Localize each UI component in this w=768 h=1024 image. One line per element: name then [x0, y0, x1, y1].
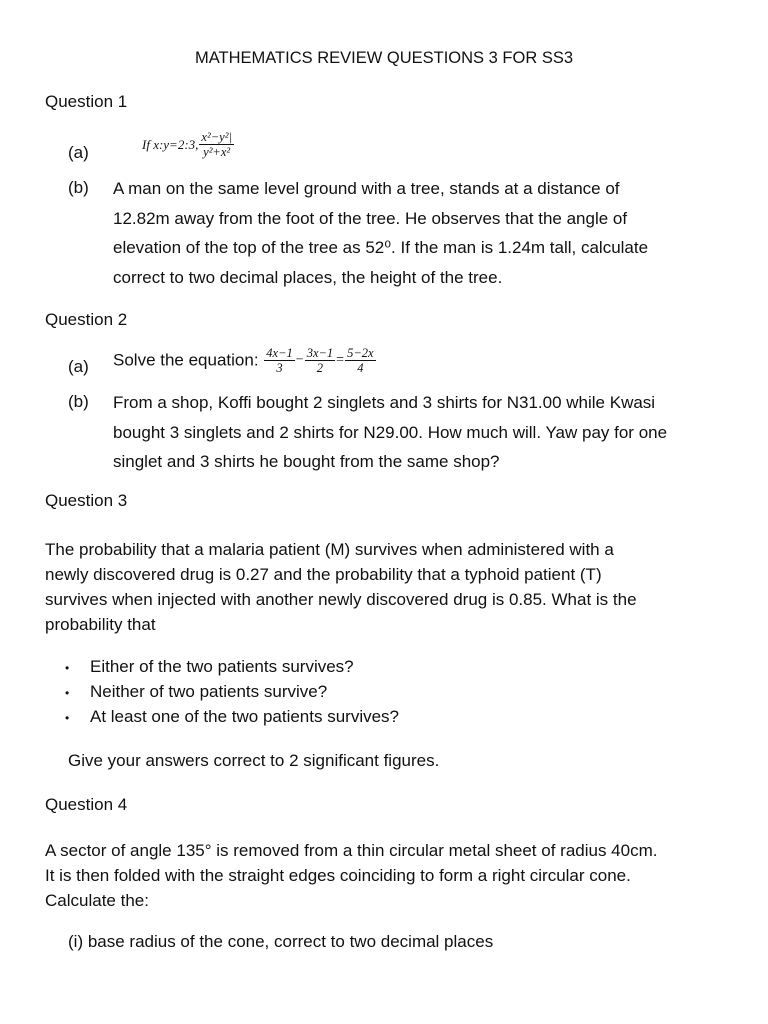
- q1-b-line: A man on the same level ground with a tree, stands at a distance of: [113, 179, 620, 198]
- q1-b-line: 12.82m away from the foot of the tree. He observes that the angle of: [113, 208, 628, 228]
- question-1-heading: Question 1: [45, 92, 128, 111]
- q1-a-math-prefix: If x:y=2:3,: [142, 136, 199, 152]
- q3-bullet-item: At least one of the two patients survives?: [90, 707, 400, 726]
- q1-b-label: (b): [68, 178, 89, 197]
- q4-paragraph: [45, 838, 657, 913]
- page-title: MATHEMATICS REVIEW QUESTIONS 3 FOR SS3: [194, 49, 574, 67]
- q1-b-text: [113, 174, 648, 292]
- q3-bullet-item: Neither of two patients survive?: [90, 682, 328, 701]
- q1-a-fraction-denominator: y²+x²: [203, 145, 231, 159]
- q1-a-expression: [142, 130, 235, 159]
- question-3-heading: Question 3: [45, 491, 128, 510]
- q2-a-equation: [113, 346, 377, 375]
- q3-para-line: The probability that a malaria patient (M) survives when administered with a: [45, 540, 614, 559]
- q3-para-line: survives when injected with another newly discovered drug is 0.85. What is the: [45, 590, 637, 609]
- bullet-icon: •: [65, 711, 70, 725]
- q2-a-text: Solve the equation:: [113, 350, 259, 370]
- q2-a-label: (a): [68, 357, 89, 376]
- q3-bullet-item: Either of the two patients survives?: [90, 657, 354, 676]
- q2-frac3-denominator: 4: [357, 361, 364, 375]
- question-2-heading: Question 2: [45, 310, 128, 329]
- q3-note: Give your answers correct to 2 significant figures.: [68, 751, 440, 770]
- q1-b-line: correct to two decimal places, the height of the tree.: [113, 267, 503, 287]
- q2-equals-sign: =: [336, 352, 345, 368]
- q3-para-line: newly discovered drug is 0.27 and the probability that a typhoid patient (T): [45, 565, 602, 584]
- q1-b-line: elevation of the top of the tree as 52⁰. If the man is 1.24m tall, calculate: [113, 238, 649, 257]
- q2-frac2-denominator: 2: [316, 361, 324, 375]
- q2-frac2-numerator: 3x−1: [306, 346, 334, 360]
- q4-para-line: Calculate the:: [45, 891, 149, 910]
- q2-frac1-denominator: 3: [276, 361, 283, 375]
- q3-paragraph: [45, 537, 637, 637]
- q2-b-text: [113, 388, 667, 477]
- q1-a-label: (a): [68, 143, 89, 162]
- q2-frac1-numerator: 4x−1: [266, 346, 293, 360]
- q2-b-line: bought 3 singlets and 2 shirts for N29.00. How much will. Yaw pay for one: [113, 422, 668, 442]
- q1-a-fraction-numerator: x²−y²|: [201, 130, 232, 144]
- q3-para-line: probability that: [45, 615, 156, 634]
- bullet-icon: •: [65, 661, 70, 675]
- q2-b-line: singlet and 3 shirts he bought from the same shop?: [113, 452, 500, 471]
- bullet-icon: •: [65, 686, 70, 700]
- q4-para-line: A sector of angle 135° is removed from a thin circular metal sheet of radius 40cm.: [45, 841, 658, 860]
- q2-frac3-numerator: 5−2x: [347, 346, 374, 360]
- q4-item-i: (i) base radius of the cone, correct to two decimal places: [68, 932, 494, 951]
- question-4-heading: Question 4: [45, 795, 128, 814]
- q2-b-line: From a shop, Koffi bought 2 singlets and 3 shirts for N31.00 while Kwasi: [113, 393, 656, 412]
- q4-para-line: It is then folded with the straight edges coinciding to form a right circular cone.: [45, 866, 631, 885]
- q2-minus-sign: −: [295, 352, 304, 368]
- q2-b-label: (b): [68, 392, 89, 411]
